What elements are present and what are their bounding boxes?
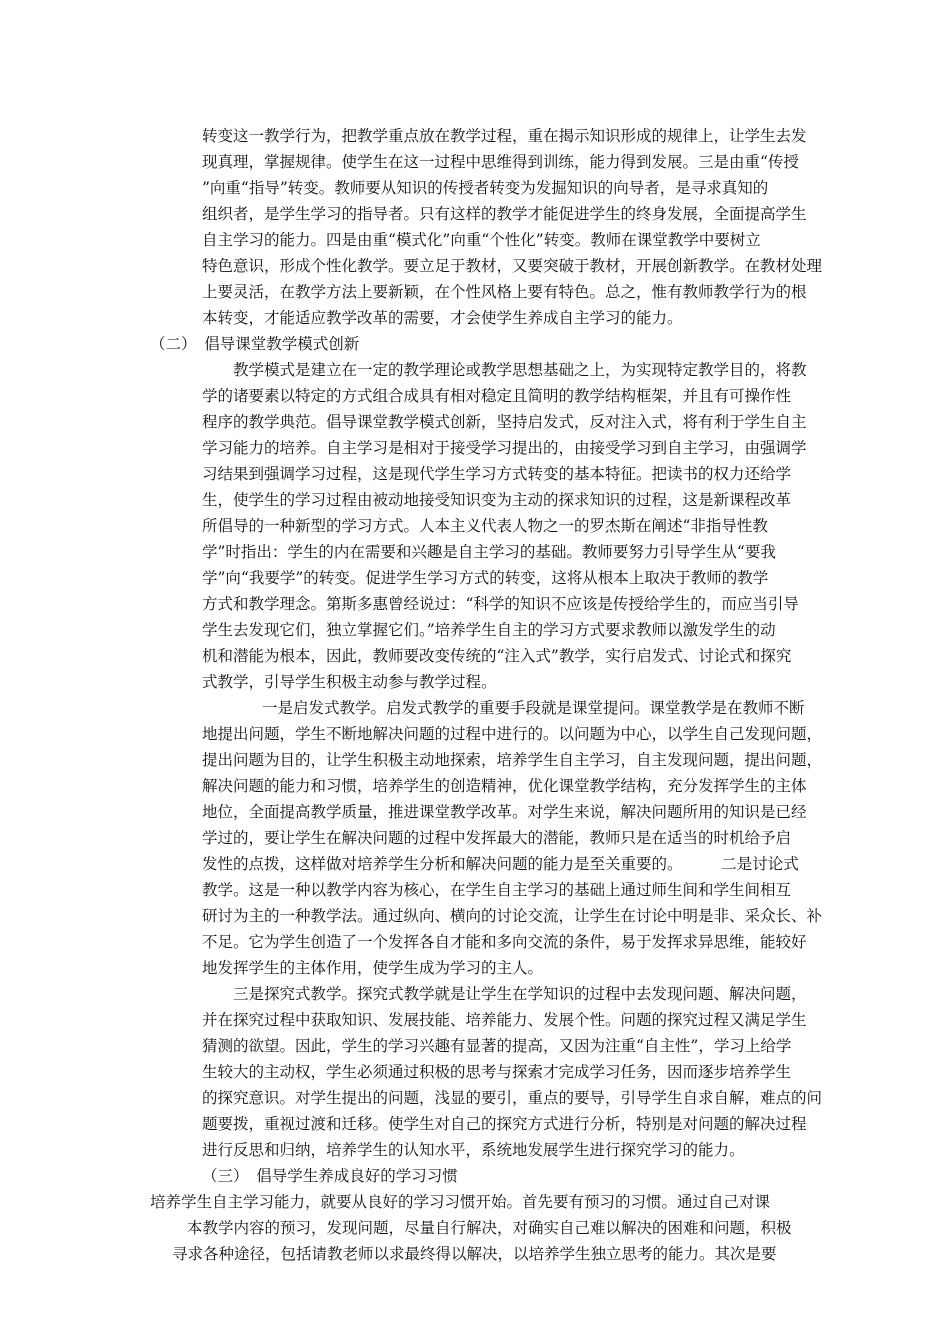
text-line: 教学。这是一种以教学内容为核心，在学生自主学习的基础上通过师生间和学生间相互 (202, 881, 792, 899)
text-line: 机和潜能为根本，因此，教师要改变传统的“注入式”教学，实行启发式、讨论式和探究 (202, 647, 792, 665)
text-line: 本转变，才能适应教学改革的需要，才会使学生养成自主学习的能力。 (202, 309, 683, 327)
text-line: 组织者，是学生学习的指导者。只有这样的教学才能促进学生的终身发展，全面提高学生 (202, 205, 807, 223)
text-line: 生较大的主动权，学生必须通过积极的思考与探索才完成学习任务，因而逐步培养学生 (202, 1063, 792, 1081)
text-line: 学生去发现它们，独立掌握它们。”培养学生自主的学习方式要求教师以激发学生的动 (202, 621, 776, 639)
text-line: 教学模式是建立在一定的教学理论或教学思想基础之上，为实现特定教学目的，将教 (233, 361, 807, 379)
text-line: 解决问题的能力和习惯，培养学生的创造精神，优化课堂教学结构，充分发挥学生的主体 (202, 777, 807, 795)
text-line: 一是启发式教学。启发式教学的重要手段就是课堂提问。课堂教学是在教师不断 (262, 699, 805, 717)
section-heading: （二） 倡导课堂教学模式创新 (150, 335, 360, 353)
text-line: 研讨为主的一种教学法。通过纵向、横向的讨论交流，让学生在讨论中明是非、采众长、补 (202, 907, 823, 925)
text-line: 发性的点拨，这样做对培养学生分析和解决问题的能力是至关重要的。 二是讨论式 (202, 855, 799, 873)
text-line: 生，使学生的学习过程由被动地接受知识变为主动的探求知识的过程，这是新课程改革 (202, 491, 792, 509)
text-line: 式教学，引导学生积极主动参与教学过程。 (202, 673, 497, 691)
text-line: 不足。它为学生创造了一个发挥各自才能和多向交流的条件，易于发挥求异思维，能较好 (202, 933, 807, 951)
text-line: 进行反思和归纳，培养学生的认知水平，系统地发展学生进行探究学习的能力。 (202, 1141, 745, 1159)
text-line: 学习能力的培养。自主学习是相对于接受学习提出的，由接受学习到自主学习，由强调学 (202, 439, 807, 457)
text-line: 现真理，掌握规律。使学生在这一过程中思维得到训练，能力得到发展。三是由重“传授 (202, 153, 799, 171)
text-line: 学”时指出：学生的内在需要和兴趣是自主学习的基础。教师要努力引导学生从“要我 (202, 543, 776, 561)
text-line: 转变这一教学行为，把教学重点放在教学过程，重在揭示知识形成的规律上，让学生去发 (202, 127, 807, 145)
text-line: 猜测的欲望。因此，学生的学习兴趣有显著的提高，又因为注重“自主性”，学习上给学 (202, 1037, 792, 1055)
text-line: （三） 倡导学生养成良好的学习习惯 (202, 1167, 458, 1185)
text-line: 自主学习的能力。四是由重“模式化”向重“个性化”转变。教师在课堂教学中要树立 (202, 231, 761, 249)
section-heading: 培养学生自主学习能力，就要从良好的学习习惯开始。首先要有预习的习惯。通过自己对课 (150, 1193, 771, 1211)
text-line: 地提出问题，学生不断地解决问题的过程中进行的。以问题为中心，以学生自己发现问题， (202, 725, 823, 743)
text-line: 所倡导的一种新型的学习方式。人本主义代表人物之一的罗杰斯在阐述“非指导性教 (202, 517, 768, 535)
text-line: 提出问题为目的，让学生积极主动地探索，培养学生自主学习，自主发现问题，提出问题， (202, 751, 823, 769)
text-line: 本教学内容的预习，发现问题，尽量自行解决，对确实自己难以解决的困难和问题，积极 (187, 1219, 792, 1237)
text-line: 寻求各种途径，包括请教老师以求最终得以解决，以培养学生独立思考的能力。其次是要 (172, 1245, 777, 1263)
text-line: 学过的，要让学生在解决问题的过程中发挥最大的潜能，教师只是在适当的时机给予启 (202, 829, 792, 847)
text-line: 程序的教学典范。倡导课堂教学模式创新，坚持启发式，反对注入式，将有利于学生自主 (202, 413, 807, 431)
text-line: 学的诸要素以特定的方式组合成具有相对稳定且简明的教学结构框架，并且有可操作性 (202, 387, 792, 405)
text-line: 并在探究过程中获取知识、发展技能、培养能力、发展个性。问题的探究过程又满足学生 (202, 1011, 807, 1029)
text-line: ”向重“指导”转变。教师要从知识的传授者转变为发掘知识的向导者，是寻求真知的 (202, 179, 769, 197)
text-line: 题要拨，重视过渡和迁移。使学生对自己的探究方式进行分析，特别是对问题的解决过程 (202, 1115, 807, 1133)
text-line: 上要灵活，在教学方法上要新颖，在个性风格上要有特色。总之，惟有教师教学行为的根 (202, 283, 807, 301)
text-line: 习结果到强调学习过程，这是现代学生学习方式转变的基本特征。把读书的权力还给学 (202, 465, 792, 483)
text-line: 的探究意识。对学生提出的问题，浅显的要引，重点的要导，引导学生自求自解，难点的问 (202, 1089, 823, 1107)
text-line: 三是探究式教学。探究式教学就是让学生在学知识的过程中去发现问题、解决问题， (233, 985, 807, 1003)
text-line: 地位，全面提高教学质量，推进课堂教学改革。对学生来说，解决问题所用的知识是已经 (202, 803, 807, 821)
text-line: 地发挥学生的主体作用，使学生成为学习的主人。 (202, 959, 544, 977)
text-line: 特色意识，形成个性化教学。要立足于教材，又要突破于教材，开展创新教学。在教材处理 (202, 257, 823, 275)
text-line: 方式和教学理念。第斯多惠曾经说过：“科学的知识不应该是传授给学生的，而应当引导 (202, 595, 799, 613)
text-line: 学”向“我要学”的转变。促进学生学习方式的转变，这将从根本上取决于教师的教学 (202, 569, 769, 587)
